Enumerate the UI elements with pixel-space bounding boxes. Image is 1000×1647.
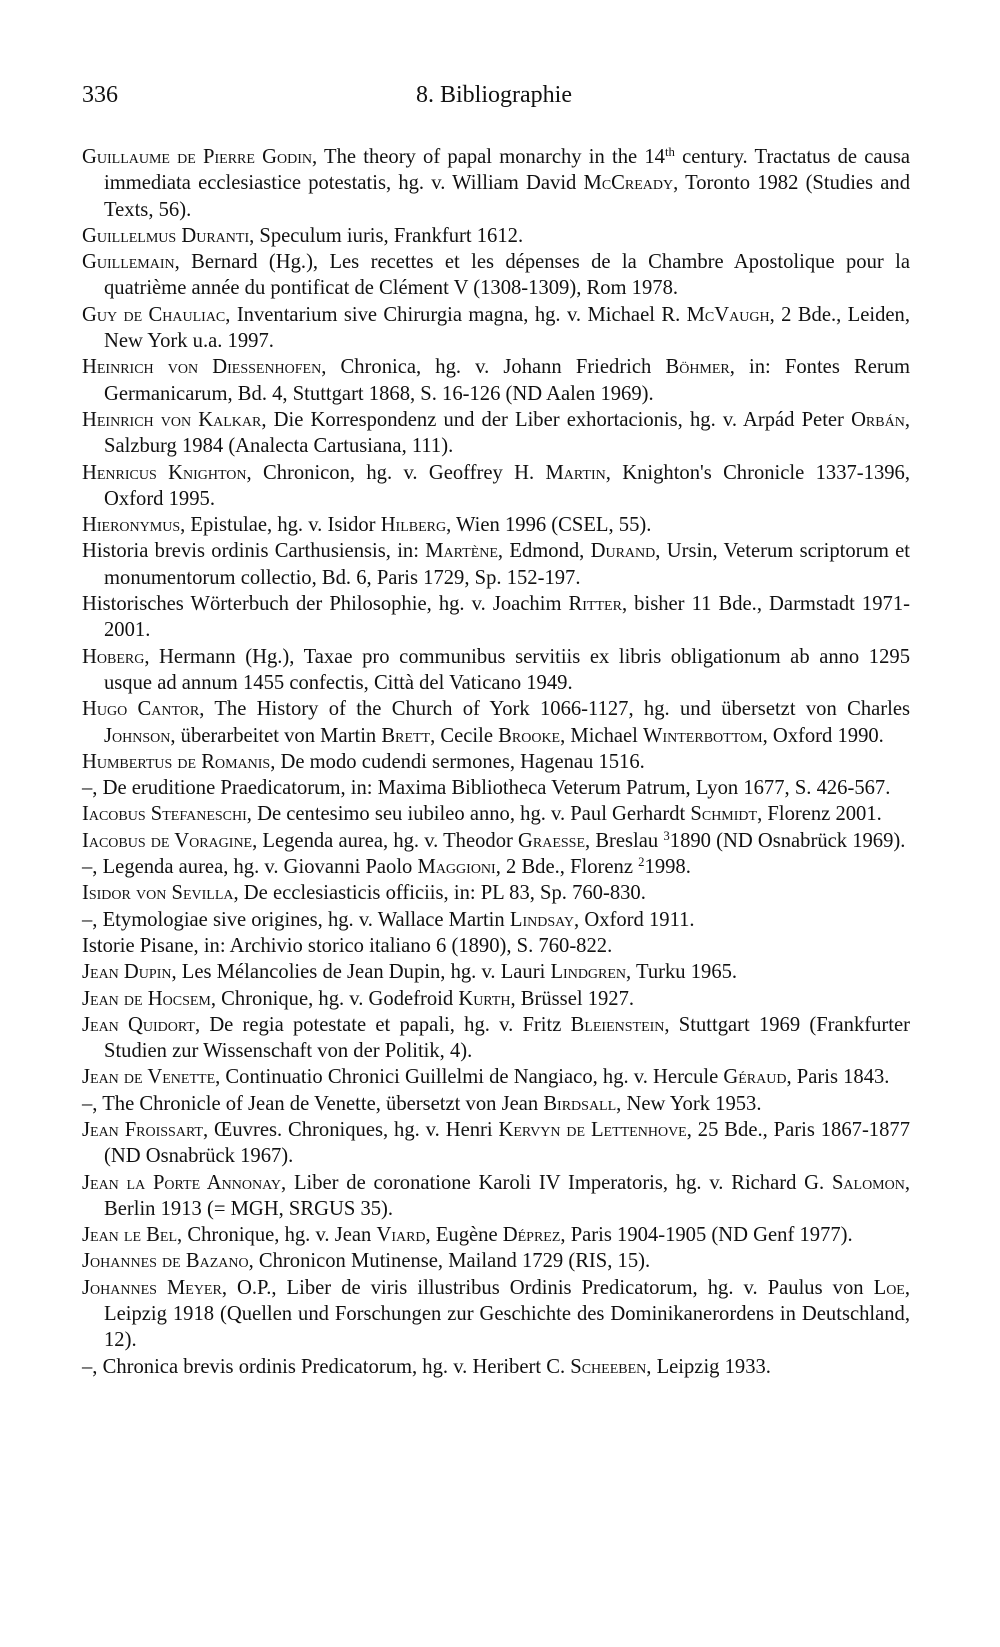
entry-text: , The History of the Church of York 1066-1127, hg. und übersetzt von Charles (199, 698, 910, 721)
author-name: Géraud (723, 1066, 787, 1089)
author-name: Guy de Chauliac (82, 303, 226, 326)
author-name: Jean Quidort (82, 1013, 195, 1036)
author-name: Birdsall (543, 1092, 617, 1115)
superscript: 2 (638, 855, 645, 869)
entry-text: , Speculum iuris, Frankfurt 1612. (249, 224, 524, 247)
entry-text: , 2 Bde., Florenz (495, 856, 639, 879)
entry-text: Historisches Wörterbuch der Philosophie, hg. v. Joachim (82, 593, 569, 616)
entry-text: –, The Chronicle of Jean de Venette, übersetzt von Jean (82, 1092, 544, 1115)
entry-text: –, Chronica brevis ordinis Predicatorum, hg. v. Heribert C. (82, 1355, 571, 1378)
entry-text: , Chronica, hg. v. Johann Friedrich (321, 356, 666, 379)
author-name: Jean de Venette (82, 1066, 216, 1089)
entry-text: , überarbeitet von Martin (170, 724, 382, 747)
entry-text: Historia brevis ordinis Carthusiensis, in: (82, 540, 426, 563)
bibliography-entry (82, 775, 910, 801)
bibliography-entry (82, 1091, 910, 1117)
author-name: Kervyn de Lettenhove (498, 1118, 687, 1141)
author-name: McCready (583, 172, 674, 195)
entry-text: , Chronicon, hg. v. Geoffrey H. (246, 461, 546, 484)
bibliography-entry (82, 1222, 910, 1248)
page-number: 336 (82, 82, 118, 108)
bibliography-entry (82, 144, 910, 223)
entry-text: century. Tractatus de causa immediata ecclesiastice potestatis, hg. v. William David (104, 146, 911, 195)
entry-text: , Oxford 1911. (574, 908, 695, 931)
bibliography-entry (82, 959, 910, 985)
bibliography-entry (82, 1012, 910, 1065)
author-name: Viard (376, 1224, 426, 1247)
author-name: Bleienstein (570, 1013, 665, 1036)
author-name: Jean le Bel (82, 1224, 178, 1247)
bibliography-entry (82, 854, 910, 880)
bibliography-entry (82, 1170, 910, 1223)
bibliography-entry (82, 644, 910, 697)
author-name: Humbertus de Romanis (82, 750, 271, 773)
entry-text: , Wien 1996 (CSEL, 55). (446, 514, 652, 537)
author-name: Brooke (498, 724, 561, 747)
entry-text: , Toronto 1982 (Studies and Texts, 56). (104, 172, 910, 221)
author-name: Brett (381, 724, 431, 747)
entry-text: , De centesimo seu iubileo anno, hg. v. Paul Gerhardt (246, 803, 691, 826)
author-name: Martin (545, 461, 606, 484)
entry-text: 1998. (644, 856, 691, 879)
bibliography-entry (82, 512, 910, 538)
entry-text: , Turku 1965. (626, 961, 738, 984)
author-name: Déprez (502, 1224, 561, 1247)
bibliography-entry (82, 302, 910, 355)
entry-text: , Leipzig 1933. (646, 1355, 771, 1378)
running-title: 8. Bibliographie (416, 82, 572, 108)
author-name: Hoberg (82, 645, 145, 668)
author-name: Johannes de Bazano (82, 1250, 249, 1273)
entry-text: , New York 1953. (616, 1092, 762, 1115)
entry-text: , Inventarium sive Chirurgia magna, hg. v. Michael R. (225, 303, 687, 326)
author-name: Guillaume de Pierre Godin (82, 146, 313, 168)
entry-text: , Breslau (585, 829, 664, 852)
author-name: Guillelmus Duranti (82, 224, 250, 247)
entry-text: , Legenda aurea, hg. v. Theodor (252, 829, 519, 852)
superscript: 3 (663, 828, 670, 843)
author-name: Henricus Knighton (82, 461, 247, 484)
entry-text: , Eugène (425, 1224, 503, 1247)
entry-text: , Hermann (Hg.), Taxae pro communibus servitiis ex libris obligationum ab anno 1295 usque ad annum 1455 confectis, Città del Vaticano 1949. (104, 645, 910, 694)
bibliography-entry (82, 749, 910, 775)
author-name: Jean de Hocsem (82, 987, 211, 1010)
entry-text: , Bernard (Hg.), Les recettes et les dépenses de la Chambre Apostolique pour la quatrième année du pontificat de Clément V (1308-1309), Rom 1978. (104, 251, 910, 300)
entry-text: , Leipzig 1918 (Quellen und Forschungen zur Geschichte des Dominikanerordens in Deutschland, 12). (104, 1276, 911, 1352)
bibliography-entry (82, 1117, 910, 1170)
entry-text: , Liber de coronatione Karoli IV Imperatoris, hg. v. Richard G. (281, 1171, 832, 1194)
entry-text: , Edmond, (497, 540, 591, 563)
author-name: Hugo Cantor (82, 698, 200, 721)
entry-text: , 2 Bde., Leiden, New York u.a. 1997. (104, 303, 911, 353)
bibliography-entry (82, 223, 910, 249)
author-name: Jean la Porte Annonay (82, 1171, 282, 1194)
entry-text: , Brüssel 1927. (510, 987, 635, 1010)
author-name: Graesse (518, 829, 586, 852)
entry-text: , De modo cudendi sermones, Hagenau 1516. (270, 750, 645, 773)
author-name: Johnson (104, 724, 171, 747)
author-name: Loe (873, 1276, 905, 1299)
bibliography-entry (82, 1064, 910, 1090)
author-name: Orbán (851, 408, 905, 431)
author-name: Martène (425, 540, 498, 563)
bibliography-entry (82, 249, 910, 302)
author-name: Böhmer (665, 356, 730, 379)
author-name: Isidor von Sevilla (82, 882, 234, 905)
author-name: Iacobus de Voragine (82, 829, 253, 852)
entry-text: , Florenz 2001. (757, 803, 882, 826)
entry-text: , Stuttgart 1969 (Frankfurter Studien zur Wissenschaft von der Politik, 4). (104, 1013, 910, 1063)
superscript: th (664, 144, 675, 159)
entry-text: , Paris 1904-1905 (ND Genf 1977). (560, 1224, 853, 1247)
author-name: Durand (590, 540, 656, 563)
entry-text: , Chronique, hg. v. Jean (177, 1224, 377, 1247)
bibliography-list (82, 144, 910, 1380)
author-name: Winterbottom (643, 724, 763, 747)
author-name: Iacobus Stefaneschi (82, 803, 247, 826)
entry-text: , in: Fontes Rerum Germanicarum, Bd. 4, Stuttgart 1868, S. 16-126 (ND Aalen 1969). (104, 356, 911, 405)
entry-text: , O.P., Liber de viris illustribus Ordinis Predicatorum, hg. v. Paulus von (221, 1276, 874, 1299)
entry-text: , Salzburg 1984 (Analecta Cartusiana, 111). (104, 408, 910, 458)
bibliography-entry (82, 591, 910, 644)
author-name: Guillemain (82, 251, 175, 274)
entry-text: , Les Mélancolies de Jean Dupin, hg. v. Lauri (171, 961, 551, 984)
author-name: Salomon (831, 1171, 905, 1194)
entry-text: –, De eruditione Praedicatorum, in: Maxima Bibliotheca Veterum Patrum, Lyon 1677, S. 426-567. (82, 777, 891, 800)
author-name: Jean Dupin (82, 961, 172, 984)
bibliography-entry (82, 696, 910, 749)
author-name: Heinrich von Kalkar (82, 408, 262, 431)
author-name: Lindgren (550, 961, 627, 984)
bibliography-entry (82, 407, 910, 460)
bibliography-entry (82, 460, 910, 513)
author-name: Kurth (458, 987, 511, 1010)
bibliography-entry (82, 1275, 910, 1354)
author-name: Scheeben (570, 1355, 647, 1378)
bibliography-entry (82, 933, 910, 959)
entry-text: , Ursin, Veterum scriptorum et monumentorum collectio, Bd. 6, Paris 1729, Sp. 152-197. (104, 540, 910, 589)
entry-text: , The theory of papal monarchy in the 14 (312, 146, 665, 168)
author-name: McVaugh (686, 303, 770, 326)
entry-text: , Œuvres. Chroniques, hg. v. Henri (203, 1118, 499, 1141)
bibliography-entry (82, 1354, 910, 1380)
author-name: Hilberg (380, 514, 447, 537)
entry-text: , Knighton's Chronicle 1337-1396, Oxford 1995. (104, 461, 910, 510)
bibliography-entry (82, 880, 910, 906)
entry-text: , Chronicon Mutinense, Mailand 1729 (RIS, 15). (248, 1250, 651, 1273)
author-name: Maggioni (417, 856, 496, 879)
bibliography-entry (82, 354, 910, 407)
bibliography-entry (82, 907, 910, 933)
author-name: Lindsay (509, 908, 575, 931)
entry-text: , Continuatio Chronici Guillelmi de Nangiaco, hg. v. Hercule (215, 1066, 724, 1089)
author-name: Hieronymus (82, 514, 181, 537)
author-name: Johannes Meyer (82, 1276, 222, 1299)
entry-text: , De ecclesiasticis officiis, in: PL 83, Sp. 760-830. (233, 882, 646, 905)
entry-text: , bisher 11 Bde., Darmstadt 1971-2001. (104, 593, 910, 642)
entry-text: –, Legenda aurea, hg. v. Giovanni Paolo (82, 856, 418, 879)
author-name: Heinrich von Diessenhofen (82, 356, 322, 379)
bibliography-entry (82, 801, 910, 827)
entry-text: 1890 (ND Osnabrück 1969). (669, 829, 906, 852)
bibliography-entry (82, 538, 910, 591)
entry-text: , Cecile (430, 724, 499, 747)
entry-text: Istorie Pisane, in: Archivio storico italiano 6 (1890), S. 760-822. (82, 934, 613, 957)
entry-text: , Die Korrespondenz und der Liber exhortacionis, hg. v. Arpád Peter (261, 408, 852, 431)
entry-text: , Berlin 1913 (= MGH, SRGUS 35). (104, 1171, 911, 1220)
bibliography-entry (82, 828, 910, 854)
author-name: Schmidt (690, 803, 758, 826)
entry-text: –, Etymologiae sive origines, hg. v. Wallace Martin (82, 908, 510, 931)
bibliography-entry (82, 986, 910, 1012)
entry-text: , Chronique, hg. v. Godefroid (210, 987, 459, 1010)
entry-text: , Epistulae, hg. v. Isidor (180, 514, 381, 537)
author-name: Ritter (568, 593, 622, 616)
entry-text: , De regia potestate et papali, hg. v. Fritz (194, 1013, 571, 1036)
entry-text: , Paris 1843. (786, 1066, 890, 1089)
entry-text: , Michael (560, 724, 644, 747)
entry-text: , 25 Bde., Paris 1867-1877 (ND Osnabrück 1967). (104, 1118, 910, 1168)
entry-text: , Oxford 1990. (762, 724, 884, 747)
bibliography-entry (82, 1248, 910, 1274)
author-name: Jean Froissart (82, 1118, 203, 1141)
